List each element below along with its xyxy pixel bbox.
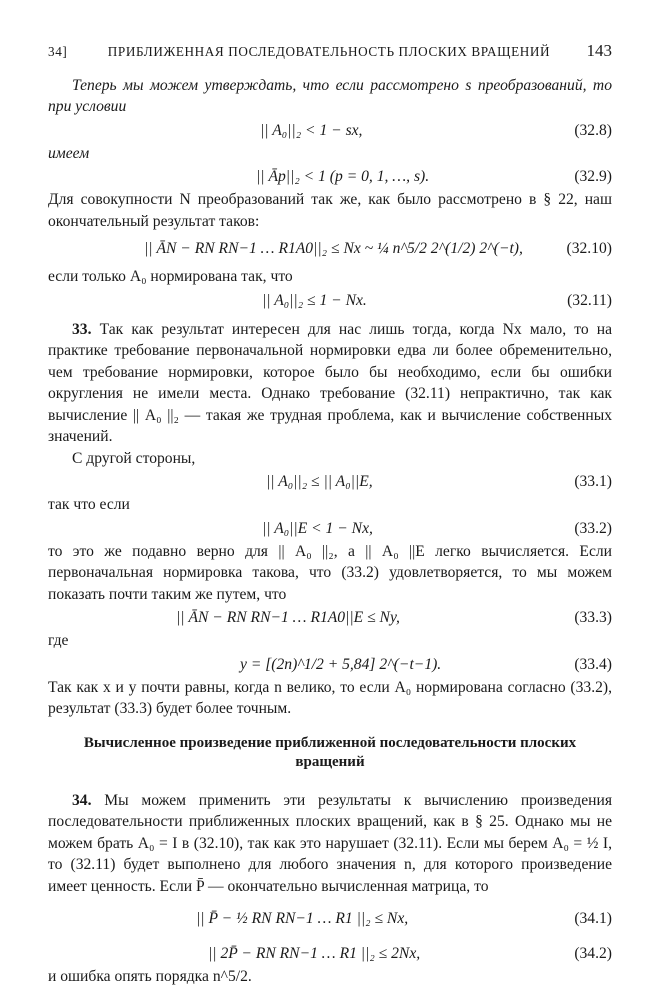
paragraph-totality: Для совокупности N преобразований так же, как было рассмотрено в § 22, наш окончательный результат таков:: [48, 191, 612, 230]
equation-formula: || A₀||₂ ≤ || A₀||E,: [266, 473, 373, 490]
equation-formula: || A₀||₂ ≤ 1 − Nx.: [262, 291, 367, 309]
equation-number: (33.4): [574, 655, 612, 673]
equation-formula: || 2P̄ − RN RN−1 … R1 ||₂ ≤ 2Nx,: [208, 945, 421, 962]
section-34-number: 34.: [72, 791, 92, 809]
equation-number: (32.10): [566, 240, 612, 257]
header-title: ПРИБЛИЖЕННАЯ ПОСЛЕДОВАТЕЛЬНОСТЬ ПЛОСКИХ ВРАЩЕНИЙ: [107, 44, 551, 59]
equation-32-10: [48, 232, 612, 266]
equation-number: (33.3): [574, 609, 612, 626]
paragraph-so-that: так что если: [48, 496, 130, 513]
equation-number: (34.1): [574, 910, 612, 927]
equation-formula: || ĀN − RN RN−1 … R1A0||E ≤ Ny,: [176, 609, 400, 626]
page: [48, 40, 612, 988]
section-heading: Вычисленное произведение приближенной последовательности плоских вращений: [83, 734, 577, 770]
equation-33-3: [48, 605, 612, 630]
running-header: [48, 40, 612, 63]
equation-formula: y = [(2n)^1/2 + 5,84] 2^(−t−1).: [240, 655, 442, 673]
section-34-paragraph: [48, 790, 612, 898]
section-33-text: Так как результат интересен для нас лишь тогда, когда Nx мало, то на практике требование первоначальной нормировки едва ли более обременительно, чем требование нормировки, которое было бы необходимо, если бы ошибки округления не имели места. Однако требование (32.11) непрактично, так как вычисление || A₀ ||₂ — такая же трудная проблема, как и вычисление собственных значений.: [48, 320, 612, 445]
equation-number: (33.2): [574, 519, 612, 537]
header-section-ref: 34]: [48, 44, 68, 59]
equation-number: (32.11): [567, 291, 612, 309]
intro-paragraph: Теперь мы можем утверждать, что если рассмотрено s преобразований, то при условии: [48, 76, 612, 115]
paragraph-normalized: если только A₀ нормирована так, что: [48, 268, 293, 285]
equation-number: (32.9): [574, 168, 612, 185]
section-33-number: 33.: [72, 320, 92, 338]
equation-32-9: [48, 164, 612, 189]
paragraph-x-y-equal: Так как x и y почти равны, когда n велико, то если A₀ нормирована согласно (33.2), результат (33.3) будет более точным.: [48, 678, 612, 717]
equation-number: (34.2): [574, 945, 612, 962]
section-33-paragraph: [48, 319, 612, 448]
page-number: 143: [586, 41, 612, 60]
equation-formula: || A₀||E < 1 − Nx,: [262, 519, 373, 537]
equation-formula: || P̄ − ½ RN RN−1 … R1 ||₂ ≤ Nx,: [196, 910, 409, 927]
equation-number: (32.8): [574, 121, 612, 139]
section-34-text: Мы можем применить эти результаты к вычислению произведения последовательности приближенных плоских вращений, как в § 25. Однако мы не можем брать A₀ = I в (32.10), так как это нарушает (32.11). Если мы берем A₀ = ½ I, то (32.11) будет выполнено для любого значения n, для которого произведение имеет ценность. Если P̄ — окончательно вычисленная матрица, то: [48, 791, 612, 895]
where-text: где: [48, 632, 69, 649]
equation-formula: || A₀||₂ < 1 − sx,: [260, 121, 363, 139]
equation-32-8: [48, 118, 612, 143]
equation-34-1: [48, 897, 612, 941]
equation-34-2: [48, 941, 612, 966]
imeem-text: имеем: [48, 144, 90, 162]
final-sentence: и ошибка опять порядка n^5/2.: [48, 968, 252, 985]
equation-32-11: [48, 288, 612, 313]
equation-33-2: [48, 516, 612, 541]
equation-formula: || ĀN − RN RN−1 … R1A0||₂ ≤ Nx ~ ¼ n^5/2 2^(1/2) 2^(−t),: [144, 240, 523, 257]
paragraph-other-side: С другой стороны,: [72, 449, 196, 467]
paragraph-a-fortiori: то это же подавно верно для || A₀ ||₂, а || A₀ ||E легко вычисляется. Если первоначальная нормировка такова, что (33.2) удовлетворяется, то мы можем показать почти таким же путем, что: [48, 542, 612, 603]
equation-33-1: [48, 469, 612, 494]
equation-number: (33.1): [574, 473, 612, 490]
equation-33-4: [48, 652, 612, 677]
equation-formula: || Āp||₂ < 1 (p = 0, 1, …, s).: [256, 168, 430, 185]
